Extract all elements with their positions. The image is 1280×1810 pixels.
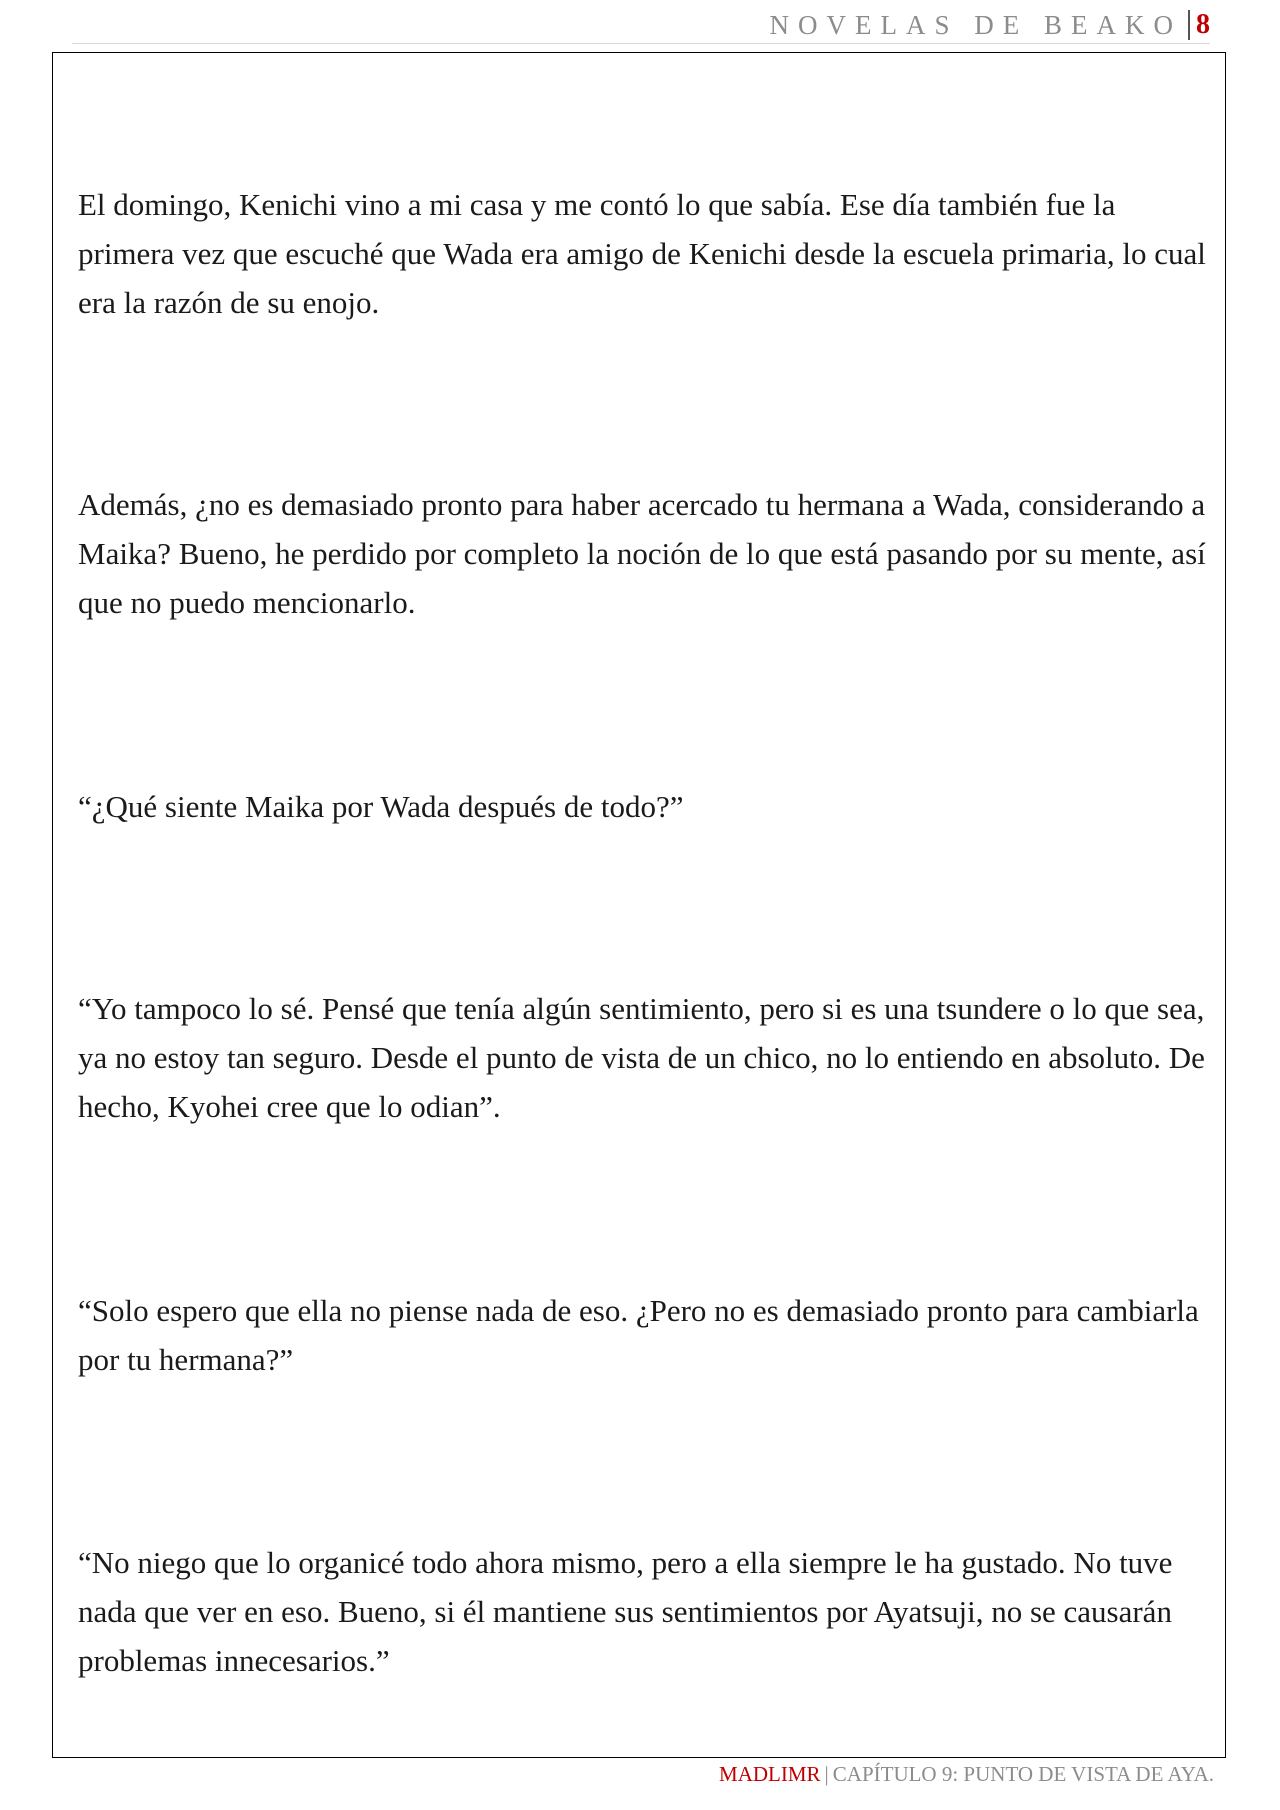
footer-author: MADLIMR [719,1762,821,1786]
footer-chapter: CAPÍTULO 9: PUNTO DE VISTA DE AYA. [832,1762,1214,1786]
paragraph-4: “Yo tampoco lo sé. Pensé que tenía algún sentimiento, pero si es una tsundere o lo que sea, ya no estoy tan seguro. Desde el punto de vista de un chico, no lo entiendo en absoluto. De hecho, Kyohei cree que lo odian”. [78,991,1205,1124]
paragraph-5: “Solo espero que ella no piense nada de eso. ¿Pero no es demasiado pronto para cambiarla por tu hermana?” [78,1293,1199,1377]
header-rule [72,43,1210,44]
paragraph-1: El domingo, Kenichi vino a mi casa y me contó lo que sabía. Ese día también fue la primera vez que escuché que Wada era amigo de Kenichi desde la escuela primaria, lo cual era la razón de su enojo. [78,187,1206,320]
paragraph-2: Además, ¿no es demasiado pronto para haber acercado tu hermana a Wada, considerando a Maika? Bueno, he perdido por completo la noción de lo que está pasando por su mente, así que no puedo mencionarlo. [78,487,1206,620]
page-header [770,6,1210,44]
footer-separator: | [824,1762,829,1786]
page-footer [719,1762,1214,1787]
header-divider [1188,10,1190,40]
header-title: NOVELAS DE BEAKO [769,9,1182,40]
paragraph-6: “No niego que lo organicé todo ahora mismo, pero a ella siempre le ha gustado. No tuve nada que ver en eso. Bueno, si él mantiene sus sentimientos por Ayatsuji, no se causarán problemas innecesarios.” [78,1545,1173,1678]
paragraph-3: “¿Qué siente Maika por Wada después de todo?” [78,789,684,824]
page-number: 8 [1196,9,1210,40]
